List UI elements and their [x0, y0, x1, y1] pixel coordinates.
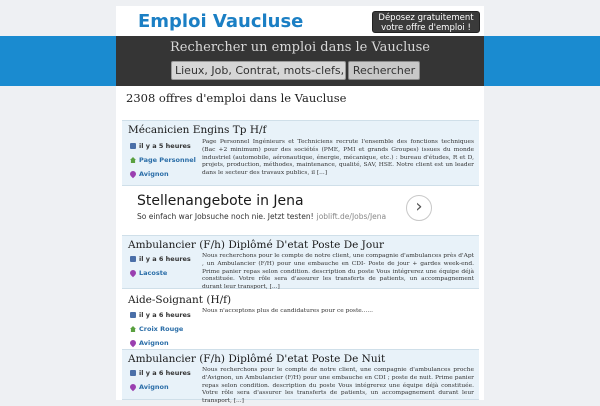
job-listing[interactable]: [122, 349, 479, 405]
company-icon: [130, 326, 136, 332]
job-description: Nous recherchons pour le compte de notre client, une compagnie d'ambulances près d'Apt , un Ambulancier (F/H) pour une embauche en CDI- Poste de jour + gardes week-end. Prime panier repas selon condition. description du poste Vous intégrerez une équipe déjà constituée. Votre rôle sera d'assurer les transferts de patients, un accompagnement durant leur transport, [...]: [202, 253, 474, 291]
job-meta: [130, 366, 198, 394]
job-time: il y a 6 heures: [139, 311, 191, 319]
post-job-line2: votre offre d'emploi !: [381, 23, 471, 33]
job-listing[interactable]: [122, 120, 479, 186]
search-input[interactable]: Lieux, Job, Contrat, mots-clefs,: [171, 61, 346, 80]
job-description: Page Personnel Ingénieurs et Techniciens recrute l'ensemble des fonctions techniques (Bac +2 minimum) pour des sociétés (PME, PMI et grands Groupes) issues du monde industriel (automobile, aéronautique, énergie, mécanique, etc.) : bureau d'études, R et D, projets, production, méthodes, maintenance, qualité, SAV, HSE. Notre client est un leader dans le secteur des travaux publics, il [...]: [202, 139, 474, 177]
job-title[interactable]: Ambulancier (F/h) Diplômé D'etat Poste De Nuit: [128, 353, 386, 365]
site-logo[interactable]: Emploi Vaucluse: [138, 11, 304, 32]
job-location[interactable]: Avignon: [139, 339, 169, 347]
job-location[interactable]: Avignon: [139, 383, 169, 391]
job-title[interactable]: Aide-Soignant (H/f): [128, 294, 232, 306]
job-meta: [130, 308, 198, 350]
job-meta: [130, 139, 198, 181]
ad-title[interactable]: Stellenangebote in Jena: [137, 193, 304, 209]
job-time: il y a 5 heures: [139, 142, 191, 150]
job-meta: [130, 252, 198, 280]
job-listing[interactable]: [122, 290, 479, 345]
calendar-icon: [130, 143, 136, 149]
job-listing[interactable]: [122, 235, 479, 289]
results-count: 2308 offres d'emploi dans le Vaucluse: [126, 91, 347, 105]
job-description: Nous recherchons pour le compte de notre client, une compagnie d'ambulances proche d'Avignon, un Ambulancier (F/H) pour une embauche en CDI ; poste de nuit. Prime panier repas selon condition. description du poste Vous intégrerez une équipe déjà constituée. Votre rôle sera d'assurer les transferts de patients, un accompagnement durant leur transport, [...]: [202, 367, 474, 405]
job-company[interactable]: Croix Rouge: [139, 325, 184, 333]
job-location[interactable]: Avignon: [139, 170, 169, 178]
job-title[interactable]: Mécanicien Engins Tp H/f: [128, 124, 267, 136]
company-icon: [130, 157, 136, 163]
location-pin-icon: [129, 339, 137, 347]
calendar-icon: [130, 256, 136, 262]
search-button[interactable]: Rechercher: [348, 61, 420, 80]
location-pin-icon: [129, 383, 137, 391]
ad-tagline: So einfach war Jobsuche noch nie. Jetzt testen!: [137, 212, 314, 221]
ad-text: [137, 212, 386, 221]
location-pin-icon: [129, 269, 137, 277]
location-pin-icon: [129, 170, 137, 178]
search-title: Rechercher un emploi dans le Vaucluse: [170, 40, 430, 55]
job-description: Nous n'acceptons plus de candidatures pour ce poste......: [202, 308, 374, 314]
job-company[interactable]: Lacoste: [139, 269, 168, 277]
job-time: il y a 6 heures: [139, 369, 191, 377]
chevron-right-icon[interactable]: ›: [406, 195, 432, 221]
calendar-icon: [130, 370, 136, 376]
ad-url[interactable]: joblift.de/Jobs/Jena: [316, 212, 387, 221]
job-time: il y a 6 heures: [139, 255, 191, 263]
advertisement[interactable]: [124, 190, 476, 226]
content-area: [116, 0, 484, 405]
job-company[interactable]: Page Personnel: [139, 156, 196, 164]
calendar-icon: [130, 312, 136, 318]
post-job-line1: Déposez gratuitement: [378, 13, 474, 23]
job-title[interactable]: Ambulancier (F/h) Diplômé D'etat Poste De Jour: [128, 239, 384, 251]
